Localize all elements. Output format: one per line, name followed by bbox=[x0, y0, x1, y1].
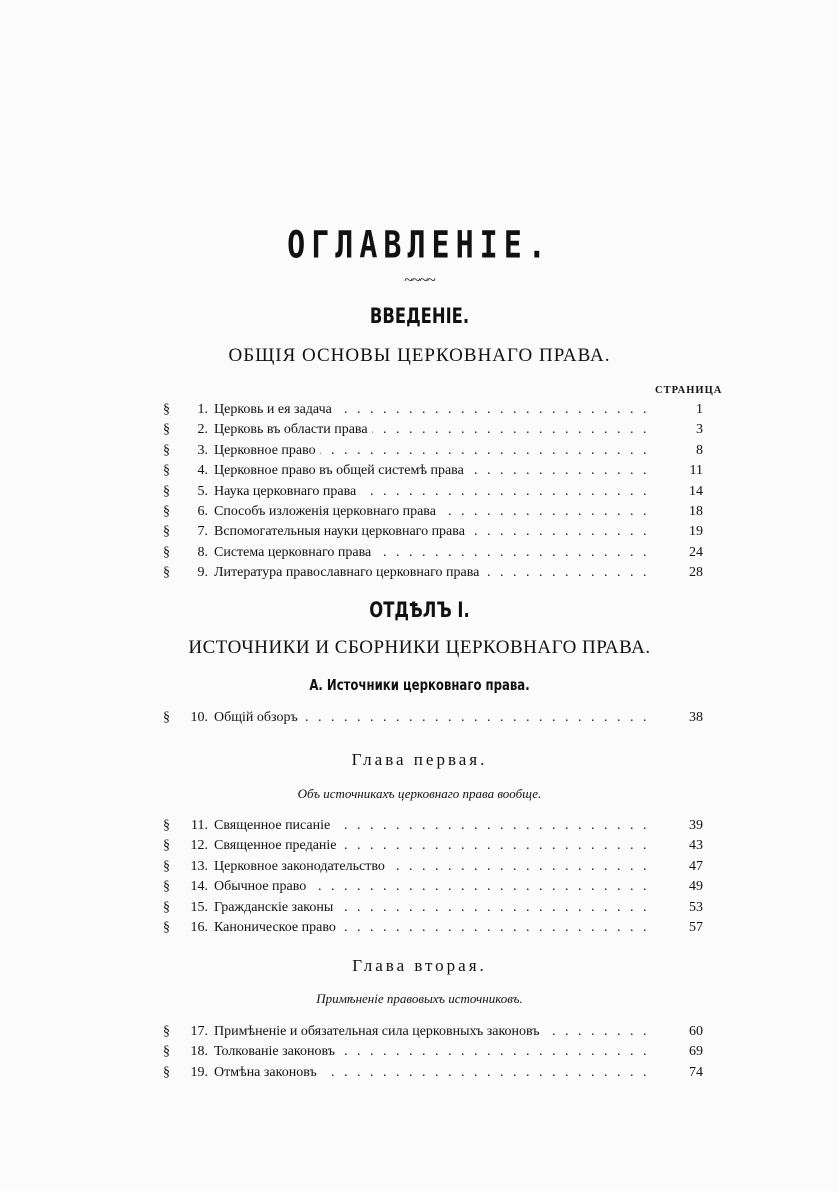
toc-list-chapter-2 bbox=[0, 1024, 839, 1085]
toc-entry-number: 9. bbox=[197, 565, 208, 581]
section-sign: § bbox=[163, 818, 170, 833]
part-a-heading: А. Источники церковнаго права. bbox=[309, 676, 530, 694]
toc-entry-label: Священное писаніе . . . bbox=[214, 818, 654, 834]
toc-entry-label: Система церковнаго права . . . bbox=[214, 545, 654, 561]
section-sign: § bbox=[163, 899, 170, 915]
toc-entry-page: 49 bbox=[689, 879, 703, 895]
toc-entry[interactable] bbox=[0, 1065, 839, 1085]
toc-entry-page: 14 bbox=[689, 483, 703, 499]
toc-entry-label: Церковь въ области права . . . bbox=[214, 422, 654, 438]
toc-entry-number: 7. bbox=[197, 524, 208, 540]
toc-entry-label: Каноническое право . . . bbox=[214, 920, 654, 936]
toc-entry-page: 1 bbox=[696, 402, 703, 417]
title-ornament: ~~~~ bbox=[404, 272, 435, 289]
toc-entry-label: Вспомогательныя науки церковнаго права . . . bbox=[214, 524, 654, 540]
toc-entry-number: 5. bbox=[197, 483, 208, 499]
toc-entry-page: 53 bbox=[689, 899, 703, 915]
toc-entry[interactable] bbox=[0, 1044, 839, 1064]
section-sign: § bbox=[163, 422, 170, 438]
toc-entry-label: Примѣненіе и обязательная сила церковныхъ законовъ . . . bbox=[214, 1024, 654, 1040]
section-heading: ОТДѢЛЪ I. bbox=[369, 598, 470, 622]
toc-entry[interactable] bbox=[0, 463, 839, 483]
toc-entry-page: 18 bbox=[689, 503, 703, 519]
section-sign: § bbox=[163, 858, 170, 874]
toc-entry-page: 39 bbox=[689, 818, 703, 833]
toc-entry-number: 19. bbox=[190, 1064, 208, 1080]
toc-entry[interactable] bbox=[0, 504, 839, 524]
toc-entry[interactable] bbox=[0, 422, 839, 442]
toc-entry-number: 6. bbox=[197, 503, 208, 519]
section-sign: § bbox=[163, 544, 170, 560]
toc-entry-label: Священное преданіе . . . bbox=[214, 838, 654, 854]
toc-entry-page: 24 bbox=[689, 544, 703, 560]
toc-entry-number: 1. bbox=[197, 402, 208, 417]
toc-entry-page: 38 bbox=[689, 710, 703, 725]
toc-list-part-a bbox=[0, 710, 839, 730]
chapter-2-subtitle: Примѣненіе правовыхъ источниковъ. bbox=[316, 991, 523, 1006]
toc-entry-page: 19 bbox=[689, 524, 703, 540]
toc-entry-label: Церковное право . . . bbox=[214, 443, 654, 459]
toc-entry[interactable] bbox=[0, 818, 839, 838]
toc-entry-page: 69 bbox=[689, 1044, 703, 1060]
section-sign: § bbox=[163, 565, 170, 581]
toc-entry-page: 3 bbox=[696, 422, 703, 438]
toc-entry-page: 11 bbox=[689, 463, 703, 479]
toc-entry-number: 12. bbox=[190, 838, 208, 854]
toc-entry-label: Толкованіе законовъ . . . bbox=[214, 1044, 654, 1060]
toc-entry-number: 16. bbox=[190, 919, 208, 935]
document-title: ОГЛАВЛЕНІЕ. bbox=[287, 223, 552, 268]
section-sign: § bbox=[163, 463, 170, 479]
toc-entry-number: 3. bbox=[197, 442, 208, 458]
toc-entry-number: 10. bbox=[190, 710, 208, 725]
toc-entry-page: 8 bbox=[696, 442, 703, 458]
section-sign: § bbox=[163, 1064, 170, 1080]
toc-entry-label: Отмѣна законовъ . . . bbox=[214, 1065, 654, 1081]
section-sign: § bbox=[163, 524, 170, 540]
section-sign: § bbox=[163, 838, 170, 854]
toc-entry[interactable] bbox=[0, 1024, 839, 1044]
page-column-label: СТРАНИЦА bbox=[655, 385, 723, 396]
toc-entry-label: Обычное право . . . bbox=[214, 879, 654, 895]
toc-entry-number: 13. bbox=[190, 858, 208, 874]
section-sign: § bbox=[163, 710, 170, 725]
toc-entry[interactable] bbox=[0, 920, 839, 940]
toc-entry-label: Церковь и ея задача . . . bbox=[214, 402, 654, 418]
toc-entry[interactable] bbox=[0, 565, 839, 585]
section-sign: § bbox=[163, 503, 170, 519]
section-sign: § bbox=[163, 402, 170, 417]
toc-entry[interactable] bbox=[0, 900, 839, 920]
toc-entry[interactable] bbox=[0, 545, 839, 565]
toc-entry-number: 18. bbox=[190, 1044, 208, 1060]
toc-entry-page: 74 bbox=[689, 1064, 703, 1080]
chapter-1-subtitle: Объ источникахъ церковнаго права вообще. bbox=[297, 786, 542, 801]
toc-entry[interactable] bbox=[0, 443, 839, 463]
toc-entry-label: Способъ изложенія церковнаго права . . . bbox=[214, 504, 654, 520]
toc-entry[interactable] bbox=[0, 859, 839, 879]
toc-entry[interactable] bbox=[0, 484, 839, 504]
toc-entry-number: 17. bbox=[190, 1024, 208, 1039]
toc-entry[interactable] bbox=[0, 879, 839, 899]
section-sign: § bbox=[163, 1024, 170, 1039]
section-sign: § bbox=[163, 919, 170, 935]
toc-entry-label: Гражданскіе законы . . . bbox=[214, 900, 654, 916]
section-sign: § bbox=[163, 483, 170, 499]
toc-entry[interactable] bbox=[0, 524, 839, 544]
toc-entry-label: Церковное законодательство . . . bbox=[214, 859, 654, 875]
toc-entry-label: Церковное право въ общей системѣ права . . . bbox=[214, 463, 654, 479]
toc-entry-number: 2. bbox=[197, 422, 208, 438]
toc-entry-number: 4. bbox=[197, 463, 208, 479]
toc-entry-number: 15. bbox=[190, 899, 208, 915]
toc-entry-page: 28 bbox=[689, 565, 703, 581]
toc-entry[interactable] bbox=[0, 402, 839, 422]
introduction-subtitle: ОБЩІЯ ОСНОВЫ ЦЕРКОВНАГО ПРАВА. bbox=[228, 345, 611, 366]
section-sign: § bbox=[163, 1044, 170, 1060]
chapter-2-heading: Глава вторая. bbox=[352, 956, 487, 975]
toc-entry-page: 43 bbox=[689, 838, 703, 854]
toc-entry[interactable] bbox=[0, 710, 839, 730]
toc-entry-page: 60 bbox=[689, 1024, 703, 1039]
introduction-heading: ВВЕДЕНІЕ. bbox=[369, 304, 470, 328]
toc-list-chapter-1 bbox=[0, 818, 839, 940]
chapter-1-heading: Глава первая. bbox=[351, 750, 488, 769]
toc-entry-number: 11. bbox=[191, 818, 208, 833]
toc-entry-label: Общій обзоръ . . . bbox=[214, 710, 654, 726]
toc-entry-page: 57 bbox=[689, 919, 703, 935]
toc-entry[interactable] bbox=[0, 838, 839, 858]
section-sign: § bbox=[163, 879, 170, 895]
toc-entry-number: 8. bbox=[197, 544, 208, 560]
toc-entry-number: 14. bbox=[190, 879, 208, 895]
toc-list-introduction bbox=[0, 402, 839, 586]
toc-entry-label: Литература православнаго церковнаго права . . . bbox=[214, 565, 654, 581]
toc-entry-page: 47 bbox=[689, 858, 703, 874]
section-sign: § bbox=[163, 442, 170, 458]
toc-entry-label: Наука церковнаго права . . . bbox=[214, 484, 654, 500]
section-subtitle: ИСТОЧНИКИ И СБОРНИКИ ЦЕРКОВНАГО ПРАВА. bbox=[188, 637, 651, 658]
